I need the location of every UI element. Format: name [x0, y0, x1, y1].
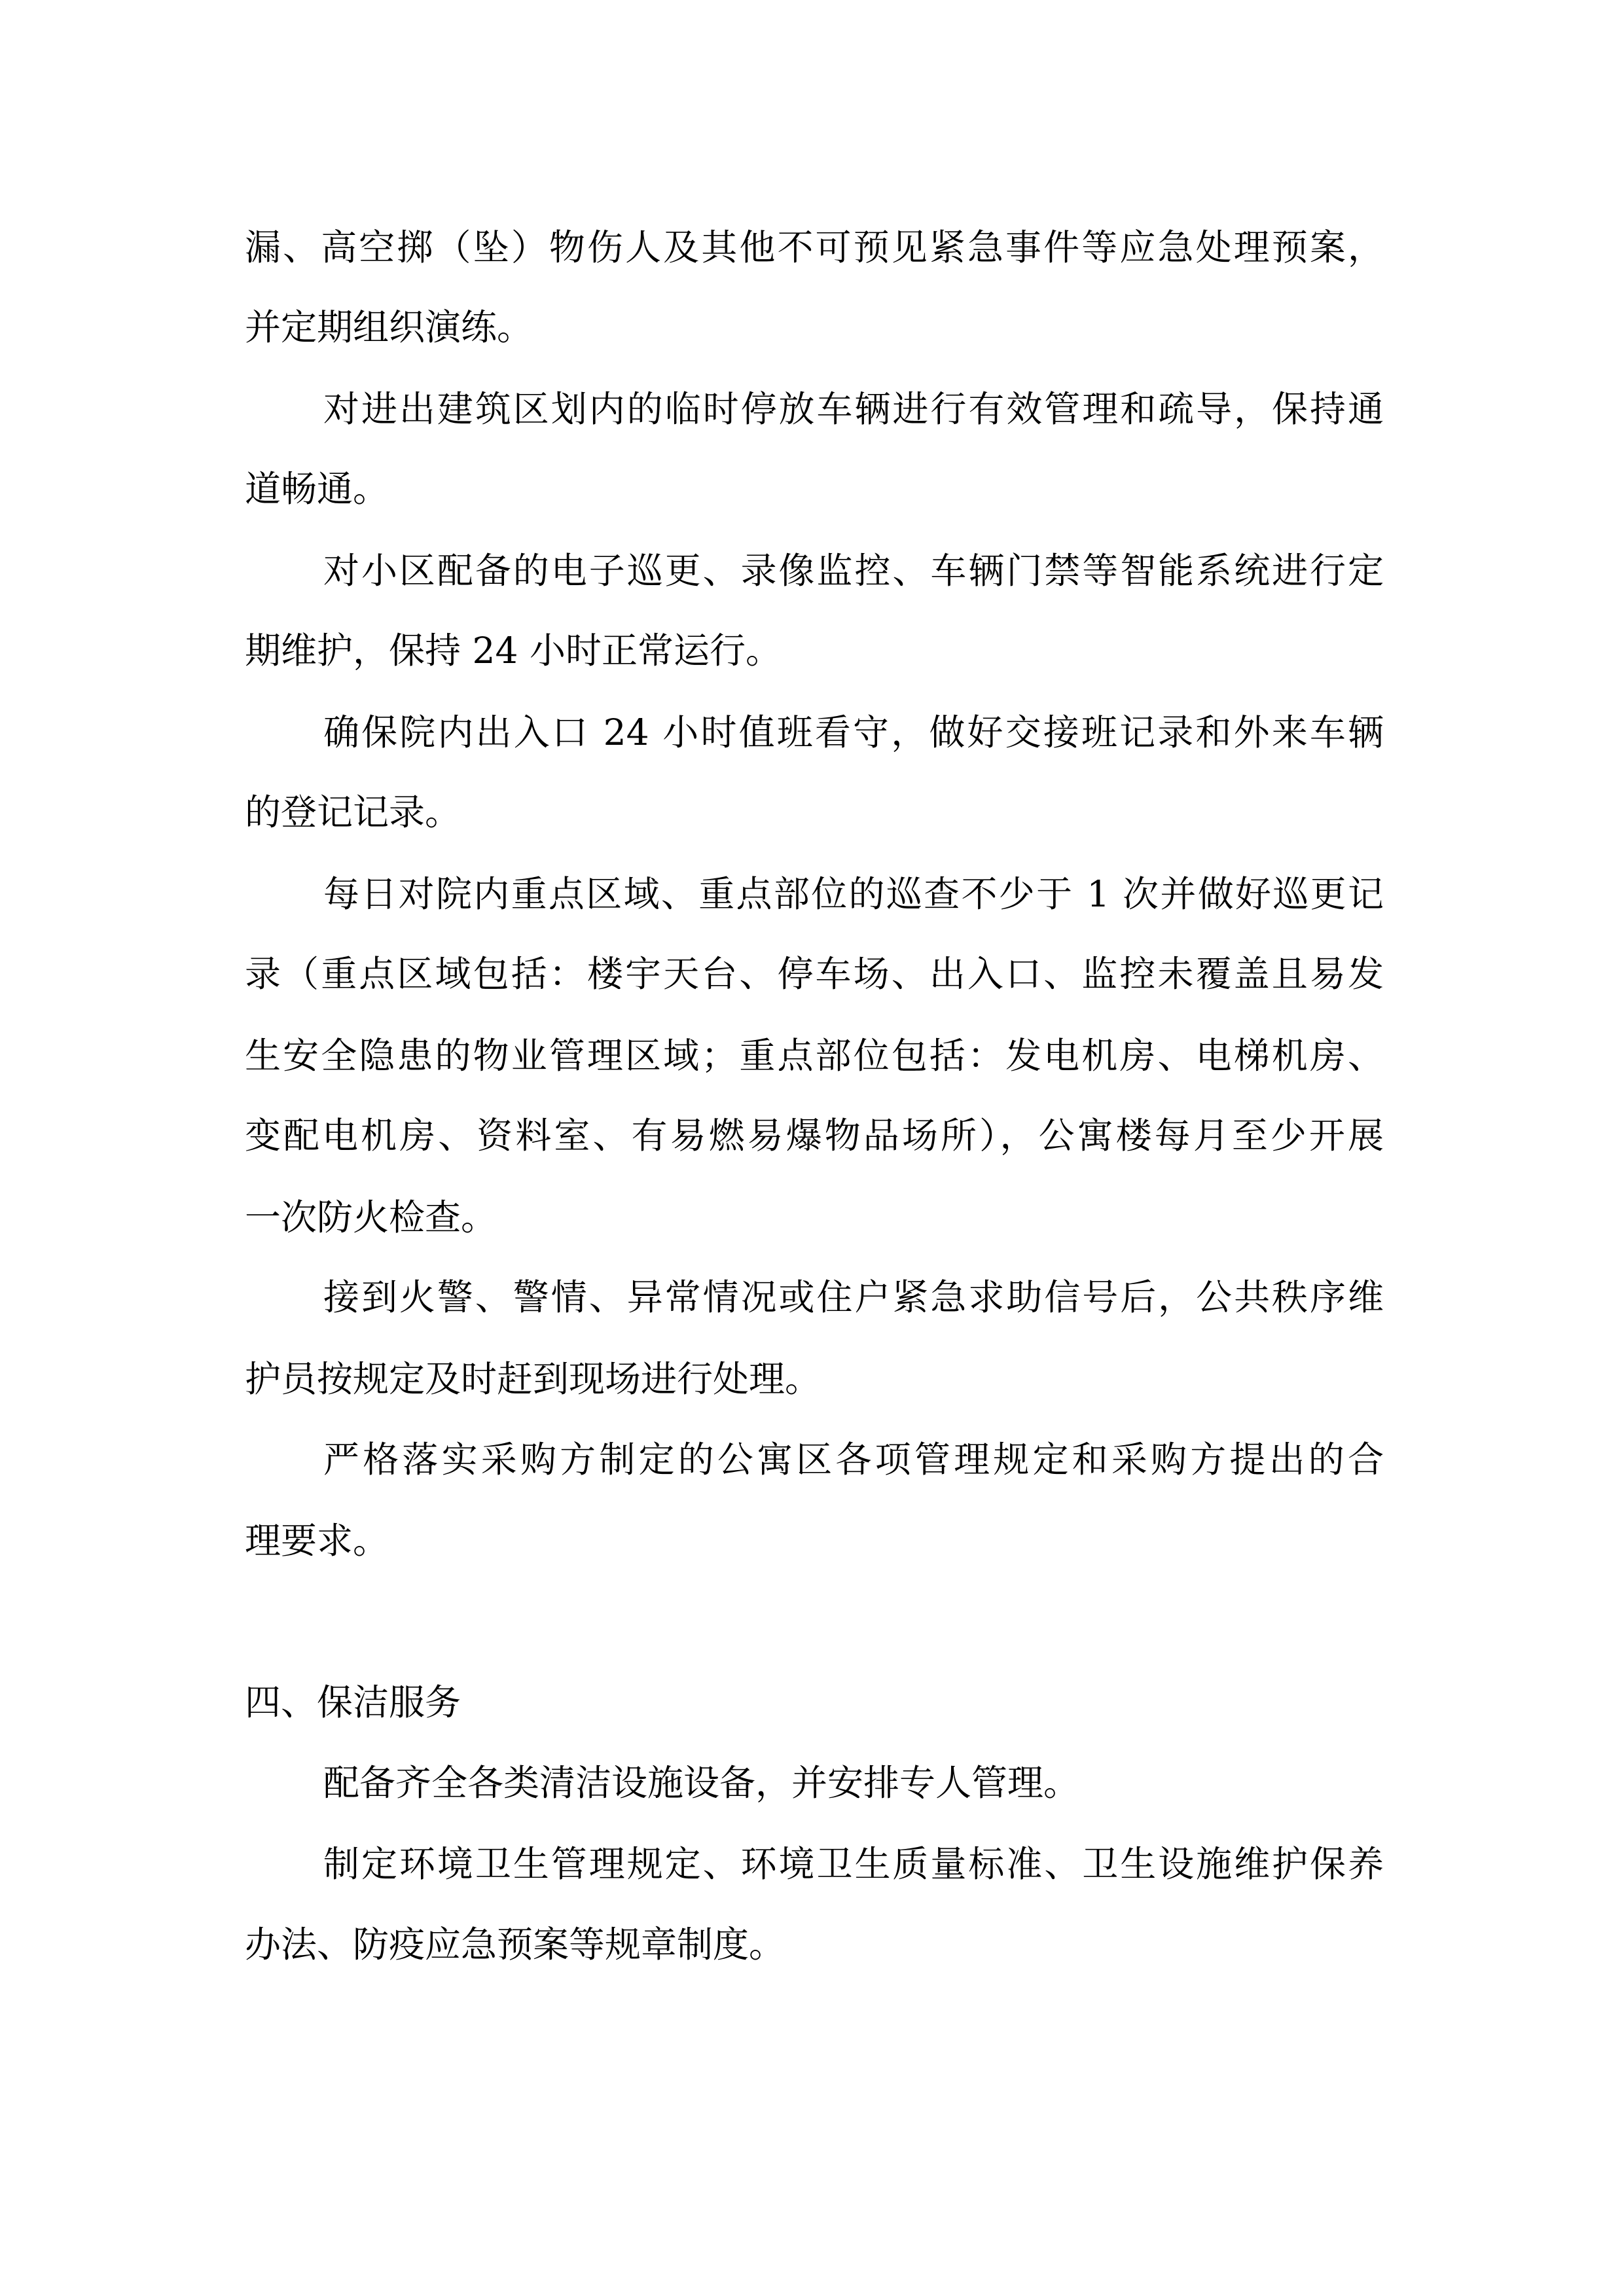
- text-line: 办法、防疫应急预案等规章制度。: [245, 1924, 785, 1965]
- text-line: 对进出建筑区划内的临时停放车辆进行有效管理和疏导，保持通: [323, 388, 1384, 430]
- text-line: 变配电机房、资料室、有易燃易爆物品场所），公寓楼每月至少开展: [245, 1115, 1384, 1157]
- text-line: 生安全隐患的物业管理区域；重点部位包括：发电机房、电梯机房、: [245, 1035, 1384, 1077]
- text-line: 接到火警、警情、异常情况或住户紧急求助信号后，公共秩序维: [323, 1276, 1384, 1318]
- text-line: 期维护，保持 24 小时正常运行。: [245, 630, 782, 672]
- section-heading: 四、保洁服务: [245, 1681, 461, 1723]
- text-line: 对小区配备的电子巡更、录像监控、车辆门禁等智能系统进行定: [323, 550, 1384, 592]
- text-line: 严格落实采购方制定的公寓区各项管理规定和采购方提出的合: [323, 1439, 1384, 1480]
- text-line: 护员按规定及时赶到现场进行处理。: [245, 1358, 821, 1400]
- text-line: 确保院内出入口 24 小时值班看守，做好交接班记录和外来车辆: [323, 711, 1384, 753]
- text-line: 配备齐全各类清洁设施设备，并安排专人管理。: [323, 1762, 1080, 1804]
- text-line: 道畅通。: [245, 468, 389, 510]
- text-line: 理要求。: [245, 1520, 389, 1562]
- text-line: 一次防火检查。: [245, 1196, 497, 1238]
- text-line: 每日对院内重点区域、重点部位的巡查不少于 1 次并做好巡更记: [323, 873, 1384, 915]
- text-line: 并定期组织演练。: [245, 306, 533, 348]
- text-line: 的登记记录。: [245, 791, 461, 833]
- text-line: 制定环境卫生管理规定、环境卫生质量标准、卫生设施维护保养: [323, 1843, 1384, 1885]
- text-line: 录（重点区域包括：楼宇天台、停车场、出入口、监控未覆盖且易发: [245, 953, 1384, 995]
- text-line: 漏、高空掷（坠）物伤人及其他不可预见紧急事件等应急处理预案，: [245, 226, 1384, 268]
